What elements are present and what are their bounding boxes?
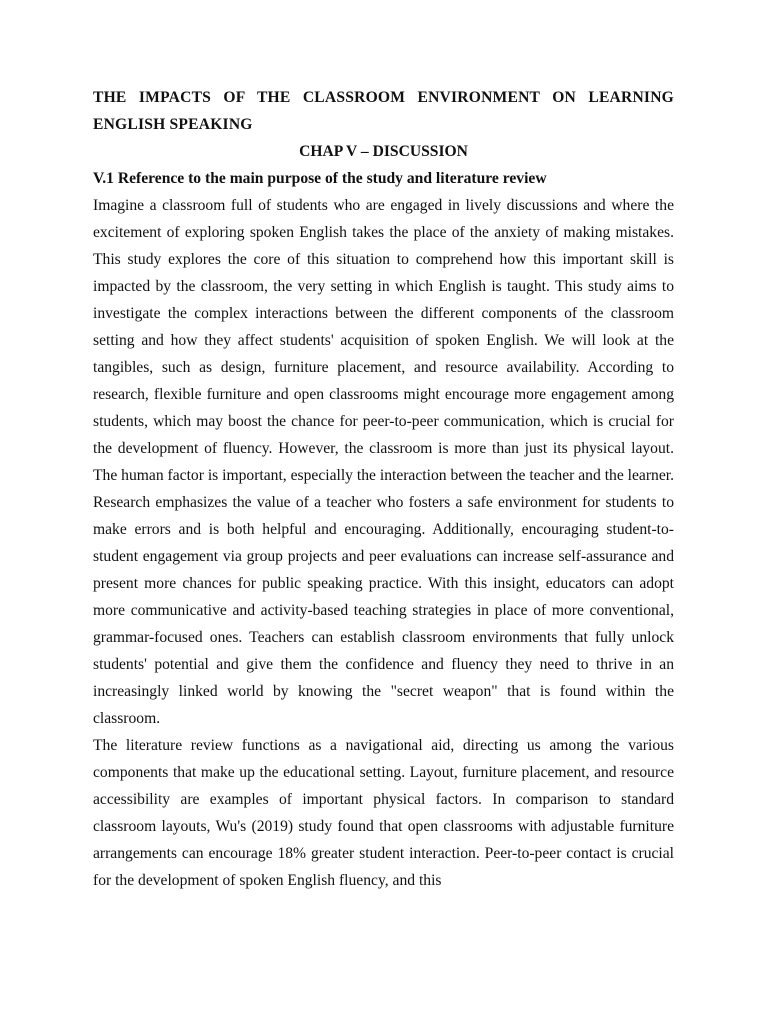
body-paragraph-1: Imagine a classroom full of students who are engaged in lively discussions and where the excitement of exploring spoken English takes the place of the anxiety of making mistakes. This study explores the core of this situation to comprehend how this important skill is impacted by the classroom, the very setting in which English is taught. This study aims to investigate the complex interactions between the different components of the classroom setting and how they affect students' acquisition of spoken English. We will look at the tangibles, such as design, furniture placement, and resource availability. According to research, flexible furniture and open classrooms might encourage more engagement among students, which may boost the chance for peer-to-peer communication, which is crucial for the development of fluency. However, the classroom is more than just its physical layout. The human factor is important, especially the interaction between the teacher and the learner. Research emphasizes the value of a teacher who fosters a safe environment for students to make errors and is both helpful and encouraging. Additionally, encouraging student-to-student engagement via group projects and peer evaluations can increase self-assurance and present more chances for public speaking practice. With this insight, educators can adopt more communicative and activity-based teaching strategies in place of more conventional, grammar-focused ones. Teachers can establish classroom environments that fully unlock students' potential and give them the confidence and fluency they need to thrive in an increasingly linked world by knowing the "secret weapon" that is found within the classroom. xyxy=(93,197,674,727)
body-paragraph-2: The literature review functions as a navigational aid, directing us among the various components that make up the educational setting. Layout, furniture placement, and resource accessibility are examples of important physical factors. In comparison to standard classroom layouts, Wu's (2019) study found that open classrooms with adjustable furniture arrangements can encourage 18% greater student interaction. Peer-to-peer contact is crucial for the development of spoken English fluency, and this xyxy=(93,737,674,889)
document-title: THE IMPACTS OF THE CLASSROOM ENVIRONMENT ON LEARNING ENGLISH SPEAKING xyxy=(93,89,674,133)
document-page xyxy=(93,84,674,894)
section-heading: V.1 Reference to the main purpose of the study and literature review xyxy=(93,170,547,187)
chapter-heading: CHAP V – DISCUSSION xyxy=(299,143,468,160)
